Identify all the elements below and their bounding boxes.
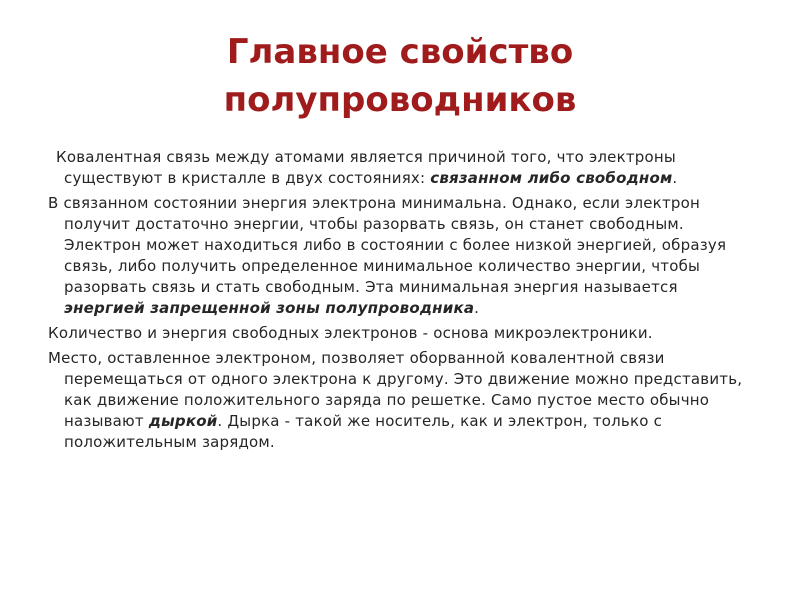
paragraph-hole	[48, 348, 748, 453]
paragraph-covalent-bond	[48, 147, 748, 189]
emphasis-band-gap-energy: энергией запрещенной зоны полупроводника	[64, 299, 475, 317]
slide-title	[0, 28, 800, 124]
paragraph-text: Ковалентная связь между атомами является причиной того, что электроны существуют в кристалле в двух состояниях:	[56, 148, 676, 187]
paragraph-text: .	[672, 169, 678, 187]
paragraph-microelectronics	[48, 323, 748, 344]
paragraph-text: В связанном состоянии энергия электрона минимальна. Однако, если электрон получит достаточно энергии, чтобы разорвать связь, он станет свободным. Электрон может находиться либо в состоянии с более низкой энергией, образуя связь, либо получить определенное минимальное количество энергии, чтобы разорвать связь и стать свободным. Эта минимальная энергия называется	[48, 194, 727, 296]
slide-title-line-2: полупроводников	[223, 80, 577, 120]
paragraph-text: . Дырка - такой же носитель, как и электрон, только с положительным зарядом.	[64, 412, 663, 451]
paragraph-text: .	[474, 299, 480, 317]
paragraph-text: Количество и энергия свободных электронов - основа микроэлектроники.	[48, 324, 653, 342]
paragraph-band-gap	[48, 193, 748, 319]
slide-title-line-1: Главное свойство	[226, 32, 574, 72]
paragraph-text: Место, оставленное электроном, позволяет оборванной ковалентной связи перемещаться от одного электрона к другому. Это движение можно представить, как движение положительного заряда по решетке. Само пустое место обычно называют	[48, 349, 743, 430]
emphasis-hole: дыркой	[148, 412, 218, 430]
slide-body	[48, 147, 748, 457]
emphasis-bound-or-free: связанном либо свободном	[430, 169, 673, 187]
